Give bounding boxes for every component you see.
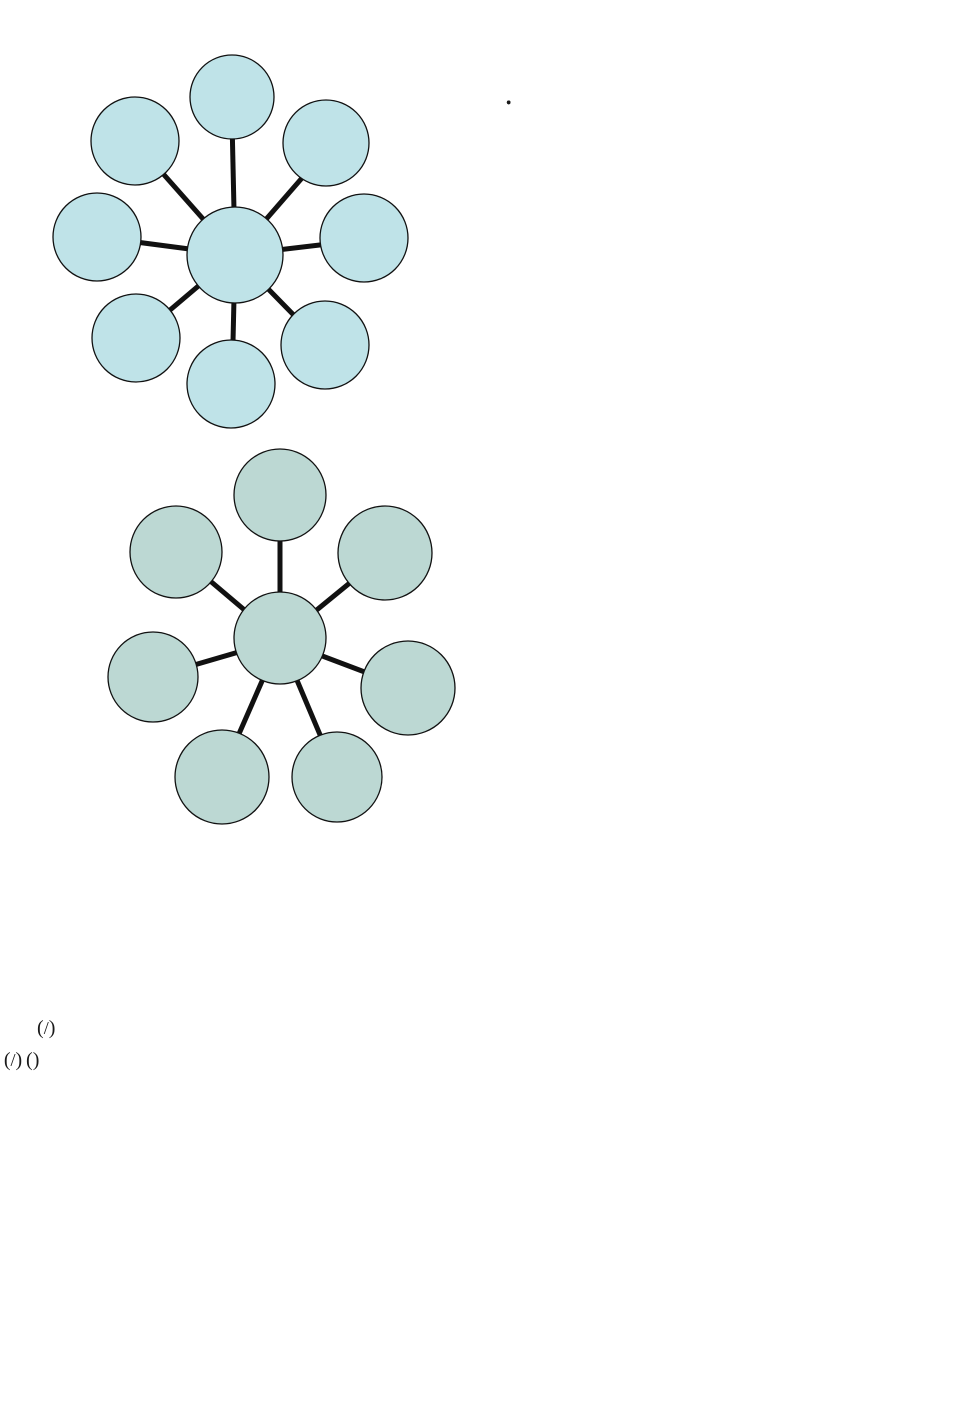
right-paragraph-1 bbox=[503, 50, 966, 74]
right-column-body bbox=[503, 50, 966, 94]
left-paragraph-1 bbox=[0, 958, 462, 982]
left-paragraph-3 bbox=[0, 990, 462, 1014]
figure-caption bbox=[0, 845, 462, 863]
left-paragraph-4 bbox=[0, 1018, 462, 1044]
equation-expectation: (/) bbox=[37, 1016, 56, 1039]
figure-1-top-diagram bbox=[40, 50, 440, 435]
equation-variance: (/) () bbox=[3, 1049, 40, 1072]
left-column-body bbox=[0, 958, 462, 1076]
figure-1-bottom-diagram bbox=[98, 445, 458, 835]
